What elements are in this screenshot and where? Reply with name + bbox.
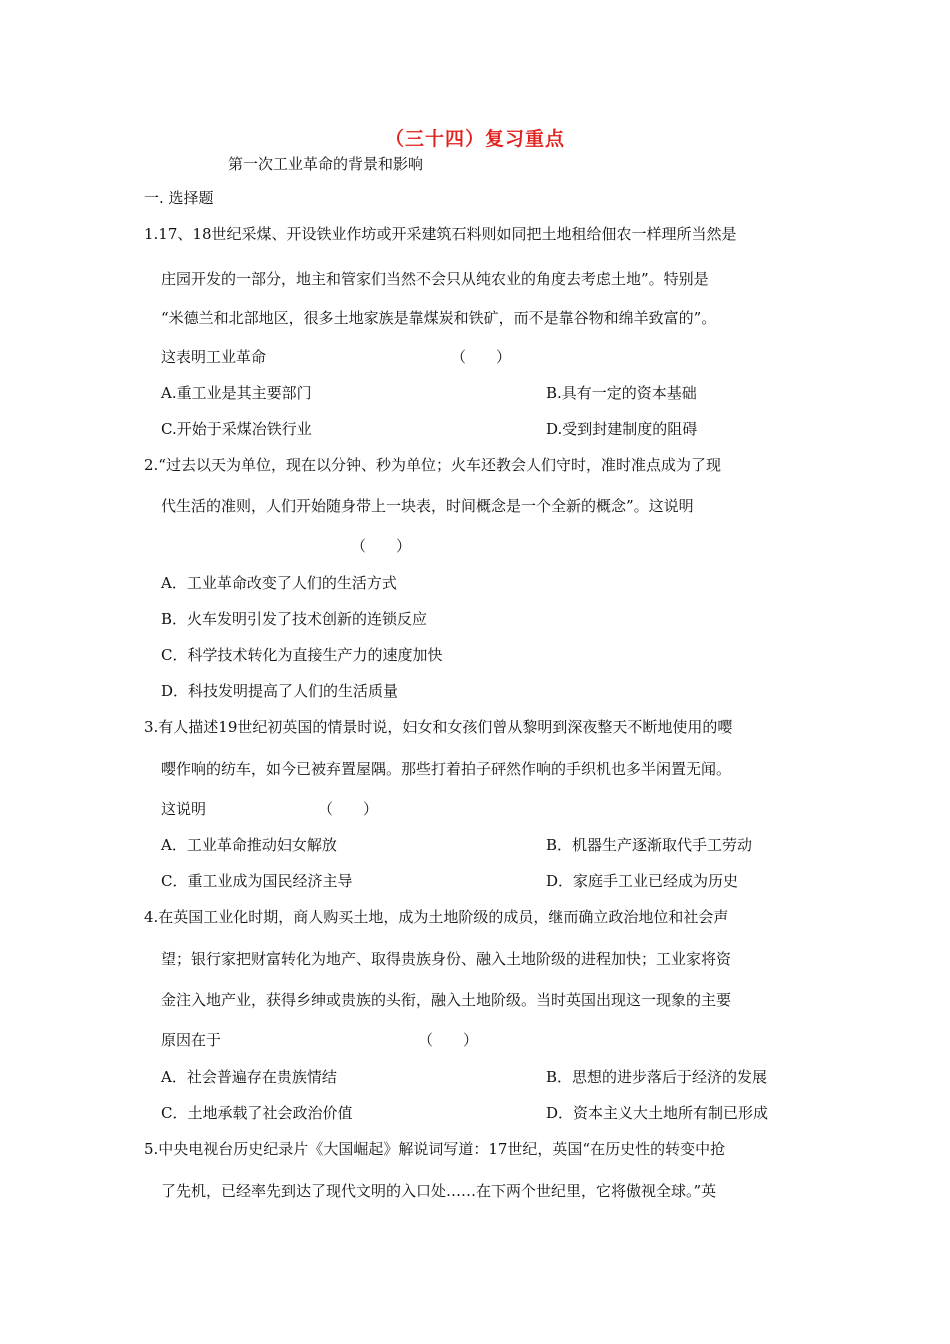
question-4-option-c: C．土地承载了社会政治价值	[161, 1104, 353, 1122]
page-subtitle: 第一次工业革命的背景和影响	[228, 155, 424, 173]
question-4-answer-blank: （ ）	[418, 1031, 479, 1049]
question-2-line-2: 代生活的准则，人们开始随身带上一块表，时间概念是一个全新的概念”。这说明	[161, 497, 694, 515]
question-1-option-d: D.受到封建制度的阻碍	[546, 420, 698, 438]
page-title: （三十四）复习重点	[384, 128, 565, 150]
question-3-line-3: 这说明	[161, 800, 207, 818]
question-5-line-2: 了先机，已经率先到达了现代文明的入口处……在下两个世纪里，它将傲视全球。”英	[161, 1182, 717, 1200]
question-4-option-b: B．思想的进步落后于经济的发展	[546, 1068, 768, 1086]
question-3-line-1: 3.有人描述19世纪初英国的情景时说，妇女和女孩们曾从黎明到深夜整天不断地使用的嘤	[144, 718, 733, 736]
question-3-option-c: C．重工业成为国民经济主导	[161, 872, 353, 890]
question-2-answer-blank: （ ）	[351, 537, 412, 555]
question-1-line-3: “米德兰和北部地区，很多土地家族是靠煤炭和铁矿，而不是靠谷物和绵羊致富的”。	[161, 309, 717, 327]
question-2-option-c: C．科学技术转化为直接生产力的速度加快	[161, 646, 443, 664]
question-4-option-a: A．社会普遍存在贵族情结	[161, 1068, 337, 1086]
question-2-option-b: B．火车发明引发了技术创新的连锁反应	[161, 610, 428, 628]
question-2-option-a: A．工业革命改变了人们的生活方式	[161, 574, 397, 592]
question-1-line-4: 这表明工业革命	[161, 348, 267, 366]
question-1-option-a: A.重工业是其主要部门	[161, 384, 312, 402]
section-heading: 一. 选择题	[144, 189, 214, 207]
question-4-line-1: 4.在英国工业化时期，商人购买土地，成为土地阶级的成员，继而确立政治地位和社会声	[144, 908, 729, 926]
question-1-line-1: 1.17、18世纪采煤、开设铁业作坊或开采建筑石料则如同把土地租给佃农一样理所当然是	[144, 225, 737, 243]
question-4-line-4: 原因在于	[161, 1031, 222, 1049]
question-2-option-d: D．科技发明提高了人们的生活质量	[161, 682, 399, 700]
question-1-option-c: C.开始于采煤冶铁行业	[161, 420, 312, 438]
question-4-line-2: 望；银行家把财富转化为地产、取得贵族身份、融入土地阶级的进程加快；工业家将资	[161, 950, 732, 968]
question-3-answer-blank: （ ）	[318, 800, 379, 818]
question-3-option-a: A．工业革命推动妇女解放	[161, 836, 337, 854]
question-3-line-2: 嘤作响的纺车，如今已被弃置屋隅。那些打着拍子砰然作响的手织机也多半闲置无闻。	[161, 760, 732, 778]
question-1-answer-blank: （ ）	[451, 348, 512, 366]
question-2-line-1: 2.“过去以天为单位，现在以分钟、秒为单位；火车还教会人们守时，准时准点成为了现	[144, 456, 721, 474]
question-1-line-2: 庄园开发的一部分，地主和管家们当然不会只从纯农业的角度去考虑土地”。特别是	[161, 270, 709, 288]
question-4-line-3: 金注入地产业，获得乡绅或贵族的头衔，融入土地阶级。当时英国出现这一现象的主要	[161, 991, 732, 1009]
question-1-option-b: B.具有一定的资本基础	[546, 384, 697, 402]
question-4-option-d: D．资本主义大土地所有制已形成	[546, 1104, 769, 1122]
question-5-line-1: 5.中央电视台历史纪录片《大国崛起》解说词写道：17世纪，英国“在历史性的转变中抢	[144, 1140, 726, 1158]
question-3-option-d: D．家庭手工业已经成为历史	[546, 872, 739, 890]
question-3-option-b: B．机器生产逐渐取代手工劳动	[546, 836, 753, 854]
